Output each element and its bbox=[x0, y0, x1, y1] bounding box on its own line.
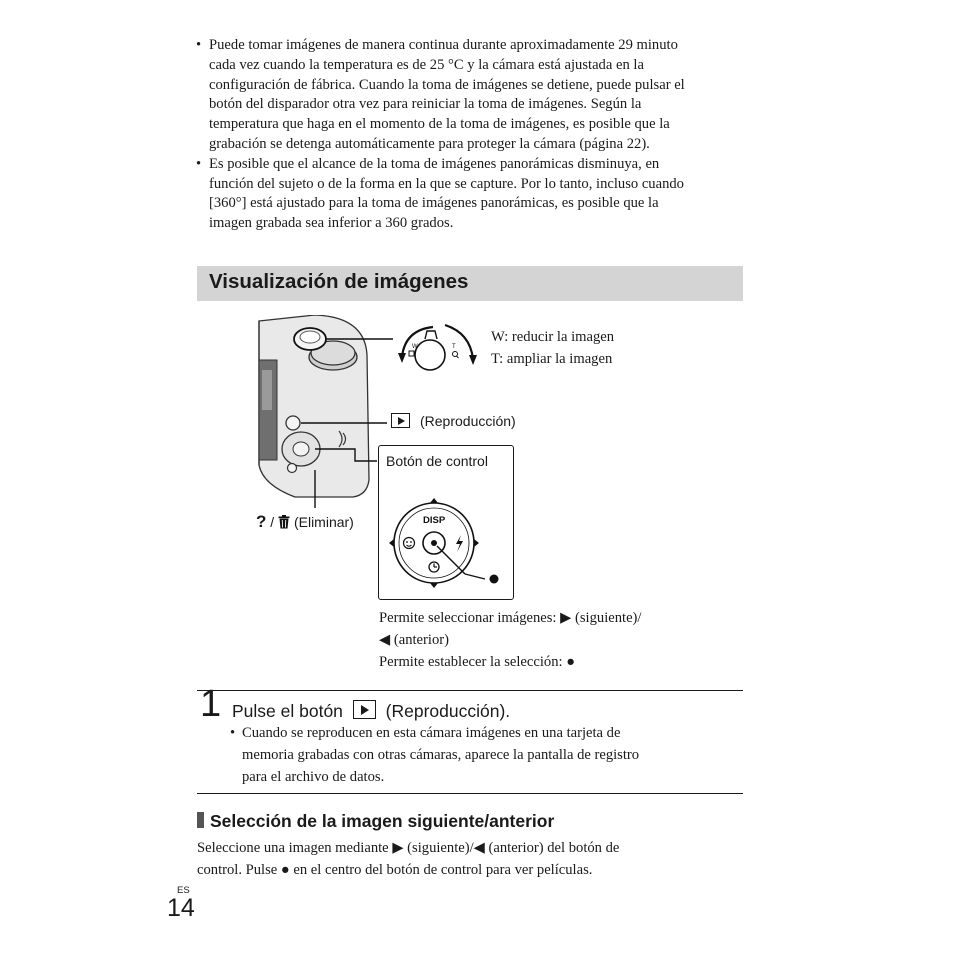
text-line: Puede tomar imágenes de manera continua durante aproximadamente 29 minuto bbox=[209, 37, 678, 53]
bullet-marker: • bbox=[230, 725, 236, 741]
page-number: 14 bbox=[167, 894, 195, 922]
lever-w-label: W bbox=[412, 344, 418, 350]
index-icon bbox=[409, 351, 414, 356]
center-dot-marker bbox=[490, 575, 499, 584]
step-note bbox=[230, 722, 730, 788]
text-line: botón del disparador otra vez para reiniciar la toma de imágenes. Según la bbox=[209, 96, 642, 113]
lever-t-label: T bbox=[452, 344, 456, 350]
zoom-w-caption: W: reducir la imagen bbox=[491, 329, 615, 345]
note-bullet bbox=[196, 155, 756, 234]
help-icon: ? bbox=[256, 512, 267, 531]
trash-icon bbox=[278, 515, 290, 529]
bullet-marker: • bbox=[196, 155, 202, 172]
language-code: ES bbox=[177, 885, 190, 896]
step-top-rule bbox=[197, 690, 743, 691]
section-title: Visualización de imágenes bbox=[209, 270, 469, 293]
playback-callout bbox=[391, 413, 516, 431]
text-line: [360°] está ajustado para la toma de imágenes panorámicas, es posible que la bbox=[209, 195, 659, 212]
text-line: configuración de fábrica. Cuando la toma de imágenes se detiene, puede pulsar el bbox=[209, 76, 685, 93]
subsection-marker bbox=[197, 812, 204, 828]
select-caption-line2: ◀ (anterior) bbox=[379, 632, 449, 648]
section-header bbox=[197, 266, 743, 301]
confirm-caption: Permite establecer la selección: ● bbox=[379, 654, 576, 670]
text-line: grabación se detenga automáticamente para proteger la cámara (página 22). bbox=[209, 135, 650, 152]
control-button-title: Botón de control bbox=[386, 453, 488, 469]
subsection-line1: Seleccione una imagen mediante ▶ (siguiente)/◀ (anterior) del botón de bbox=[197, 840, 620, 856]
text-line: función del sujeto o de la forma en la que se capture. Por lo tanto, incluso cuando bbox=[209, 175, 684, 192]
bullet-marker: • bbox=[196, 37, 202, 53]
delete-callout: ? / (Eliminar) bbox=[256, 512, 354, 531]
playback-icon bbox=[353, 700, 376, 719]
text-line: para el archivo de datos. bbox=[242, 769, 385, 785]
subsection-line2: control. Pulse ● en el centro del botón de control para ver películas. bbox=[197, 862, 593, 878]
step-number: 1 bbox=[200, 683, 222, 725]
text-line: Es posible que el alcance de la toma de imágenes panorámicas disminuya, en bbox=[209, 155, 660, 172]
text-line: imagen grabada sea inferior a 360 grados. bbox=[209, 215, 454, 232]
step-title bbox=[232, 699, 510, 723]
step-title-before: Pulse el botón bbox=[232, 701, 343, 721]
disp-label: DISP bbox=[423, 515, 446, 526]
zoom-t-caption: T: ampliar la imagen bbox=[491, 351, 613, 367]
text-line: cada vez cuando la temperatura es de 25 °C y la cámara está ajustada en la bbox=[209, 56, 644, 73]
playback-label: (Reproducción) bbox=[420, 413, 516, 429]
text-line: memoria grabadas con otras cámaras, aparece la pantalla de registro bbox=[242, 747, 640, 763]
step-title-after: (Reproducción). bbox=[385, 701, 511, 721]
notes-list bbox=[196, 36, 756, 234]
up-arrow-icon bbox=[430, 498, 438, 503]
control-wheel-diagram bbox=[379, 446, 515, 601]
subsection-title: Selección de la imagen siguiente/anterior bbox=[210, 811, 555, 831]
step-bottom-rule bbox=[197, 793, 743, 794]
text-line: temperatura que haga en el momento de la toma de imágenes, es posible que la bbox=[209, 116, 670, 133]
delete-label: (Eliminar) bbox=[293, 514, 354, 530]
right-arrow-icon bbox=[474, 539, 479, 547]
left-arrow-icon bbox=[389, 539, 394, 547]
down-arrow-icon bbox=[430, 583, 438, 588]
text-line: Cuando se reproducen en esta cámara imágenes en una tarjeta de bbox=[242, 725, 621, 741]
select-caption-line1: Permite seleccionar imágenes: ▶ (siguiente)/ bbox=[379, 610, 642, 626]
control-button-box bbox=[378, 445, 514, 600]
playback-icon bbox=[391, 413, 410, 428]
note-bullet bbox=[196, 36, 756, 155]
